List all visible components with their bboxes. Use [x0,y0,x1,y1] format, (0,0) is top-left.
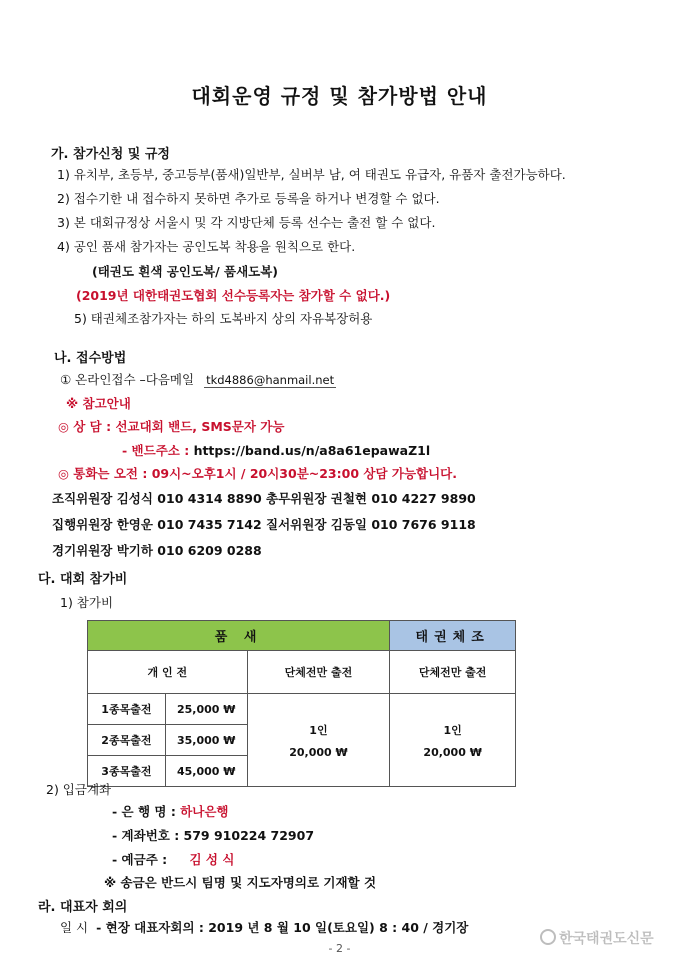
event-cell: 2종목출전 [88,725,166,756]
watermark [540,928,654,948]
schedule-label: 일 시 [60,920,89,935]
gym-team-only-header: 단체전만 출전 [390,651,516,694]
watermark-text: 한국태권도신문 [559,931,654,947]
taekwon-gymnastics-header: 태권체조 [390,621,516,651]
meeting-schedule [60,918,468,936]
rule-item-4: 4) 공인 품새 참가자는 공인도복 착용을 원칙으로 한다. [57,239,356,254]
bank-label: - 은 행 명 : [112,804,176,819]
gym-fee-cell [390,694,516,787]
seal-icon [540,929,556,945]
contact-row-3: 경기위원장 박기하 010 6209 0288 [52,543,262,558]
fee-cell: 45,000 ₩ [165,756,247,787]
section-a-heading: 가. 참가신청 및 규정 [51,147,170,162]
team-fee-cell [247,694,390,787]
holder-label: - 예금주 : [112,852,168,867]
fee-cell: 35,000 ₩ [165,725,247,756]
bank-line [112,802,229,820]
band-label: - 밴드주소 : [122,443,190,458]
fee-label: 1) 참가비 [60,595,114,610]
team-only-header: 단체전만 출전 [247,651,390,694]
rule-item-1: 1) 유치부, 초등부, 중고등부(품새)일반부, 실버부 남, 여 태권도 유급자, 유품자 출전가능하다. [57,167,566,182]
table-row [88,694,516,725]
registration-warning: (2019년 대한태권도협회 선수등록자는 참가할 수 없다.) [76,288,391,303]
uniform-note: (태권도 흰색 공인도복/ 품새도복) [92,264,279,279]
fee-table [87,620,516,787]
online-application [60,370,336,388]
team-fee-amount: 20,000 ₩ [289,745,348,759]
deposit-label: 2) 입금계좌 [46,782,112,797]
online-label: ① 온라인접수 –다음메일 [60,372,195,387]
reference-note: ※ 참고안내 [66,396,131,411]
rule-item-3: 3) 본 대회규정상 서울시 및 각 지방단체 등록 선수는 출전 할 수 없다. [57,215,436,230]
deposit-note: ※ 송금은 반드시 팀명 및 지도자명의로 기재할 것 [104,875,377,890]
event-cell: 3종목출전 [88,756,166,787]
team-fee-count: 1인 [309,723,328,737]
call-hours: ◎ 통화는 오전 : 09시~오후1시 / 20시30분~23:00 상담 가능합니다. [58,466,458,481]
contact-row-2: 집행위원장 한영운 010 7435 7142 질서위원장 김동일 010 7676 9118 [52,517,476,532]
page-number: - 2 - [328,942,351,955]
page-title: 대회운영 규정 및 참가방법 안내 [191,84,488,108]
holder-line [112,850,234,868]
band-address [122,441,430,459]
schedule-text: - 현장 대표자회의 : 2019 년 8 월 10 일(토요일) 8 : 40 / 경기장 [96,920,469,935]
contact-row-1: 조직위원장 김성식 010 4314 8890 총무위원장 권철현 010 4227 9890 [52,491,476,506]
section-d-heading: 라. 대표자 회의 [38,900,128,915]
poomsae-header: 품 새 [88,621,390,651]
event-cell: 1종목출전 [88,694,166,725]
account-number: - 계좌번호 : 579 910224 72907 [112,828,315,843]
individual-header: 개 인 전 [88,651,248,694]
rule-item-2: 2) 접수기한 내 접수하지 못하면 추가로 등록을 하거나 변경할 수 없다. [57,191,440,206]
holder-name: 김 성 식 [189,852,235,867]
rule-item-5: 5) 태권체조참가자는 하의 도복바지 상의 자유복장허용 [74,311,373,326]
gym-fee-count: 1인 [443,723,462,737]
band-url[interactable]: https://band.us/n/a8a61epawaZ1l [193,443,431,458]
gym-fee-amount: 20,000 ₩ [423,745,482,759]
consult-note: ◎ 상 담 : 선교대회 밴드, SMS문자 가능 [58,419,285,434]
section-c-heading: 다. 대회 참가비 [38,572,128,587]
section-b-heading: 나. 접수방법 [54,351,127,366]
fee-cell: 25,000 ₩ [165,694,247,725]
bank-name: 하나은행 [180,804,229,819]
email-link[interactable]: tkd4886@hanmail.net [206,373,335,387]
